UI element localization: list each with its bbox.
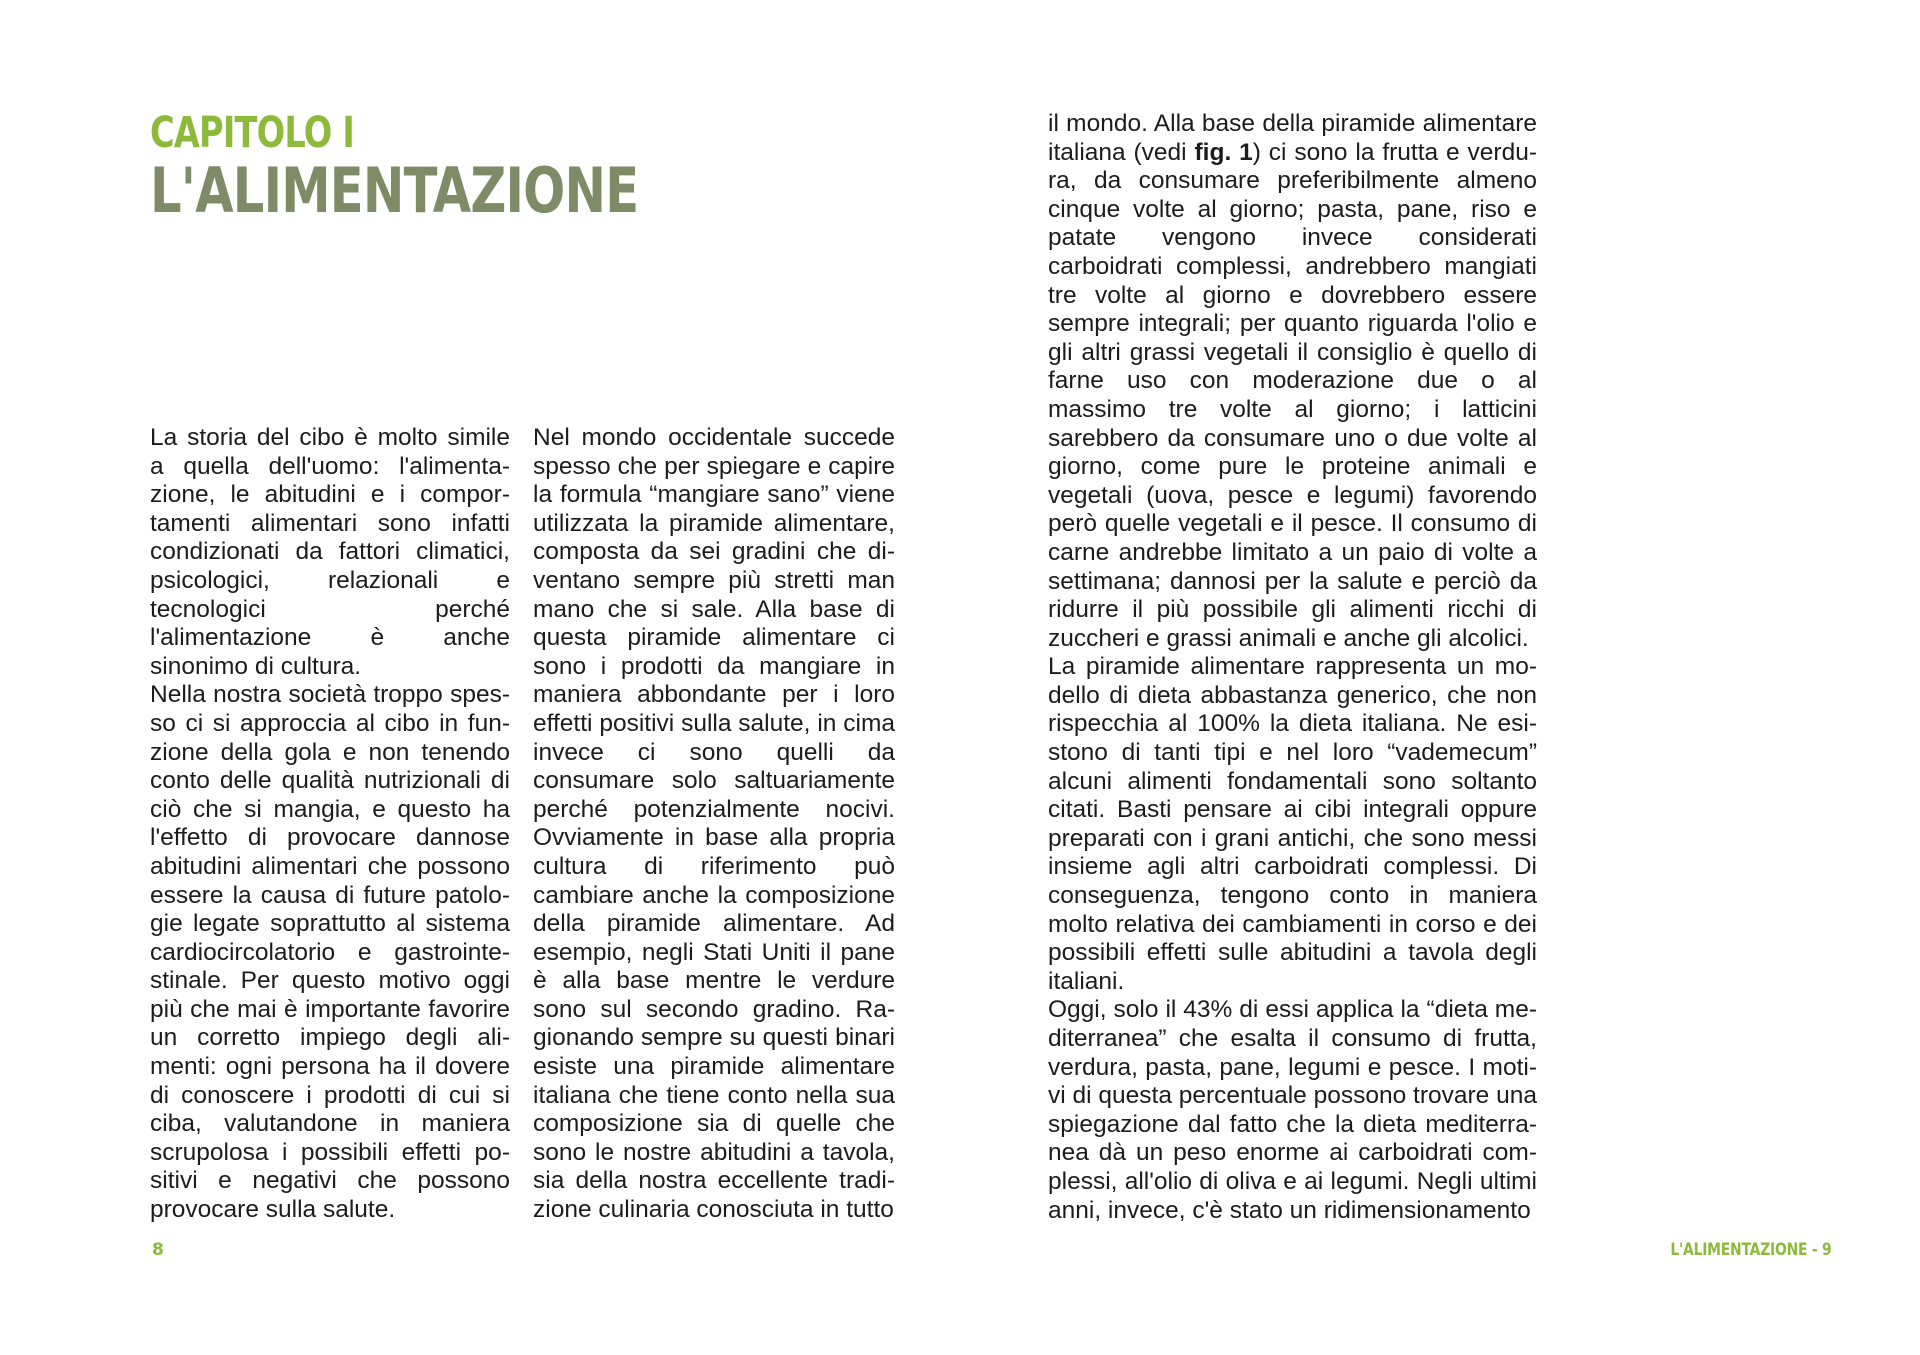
text-column-1 — [150, 424, 510, 1225]
text-column-2 — [533, 424, 895, 1225]
paragraph: La storia del cibo è molto simile a quella dell'uomo: l'alimentazione, le abitudini e i comportamenti alimentari sono infatti condizionati da fattori climatici, psicologici, relazionali e tecnologici perché l'alimentazione è anche sinonimo di cultura. — [150, 424, 510, 680]
paragraph — [1048, 110, 1537, 653]
paragraph: La piramide alimentare rappresenta un modello di dieta abbastanza generico, che non rispecchia al 100% la dieta italiana. Ne esistono di tanti tipi e nel loro “vademecum” alcuni alimenti fondamentali sono soltanto citati. Basti pensare ai cibi integrali oppure preparati con i grani antichi, che sono messi insieme agli altri carboidrati complessi. Di conseguenza, tengono conto in maniera molto relativa dei cambiamenti in corso e dei possibili effetti sulle abitudini a tavola degli italiani. — [1048, 653, 1537, 995]
paragraph: Oggi, solo il 43% di essi applica la “dieta mediterranea” che esalta il consumo di frutta, verdura, pasta, pane, legumi e pesce. I motivi di questa percentuale possono trovare una spiegazione dal fatto che la dieta mediterranea dà un peso enorme ai carboidrati complessi, all'olio di oliva e ai legumi. Negli ultimi anni, invece, c'è stato un ridimensionamento — [1048, 996, 1537, 1224]
page-number-left: 8 — [152, 1240, 164, 1260]
chapter-label: CAPITOLO I — [150, 108, 355, 158]
chapter-title: L'ALIMENTAZIONE — [150, 154, 639, 227]
paragraph: Nella nostra società troppo spesso ci si approccia al cibo in funzione della gola e non tenendo conto delle qualità nutrizionali di ciò che si mangia, e questo ha l'effetto di provocare dannose abitudini alimentari che possono essere la causa di future patologie legate soprattutto al sistema cardiocircolatorio e gastrointestinale. Per questo motivo oggi più che mai è importante favorire un corretto impiego degli alimenti: ogni persona ha il dovere di conoscere i prodotti di cui si ciba, valutandone in maniera scrupolosa i possibili effetti positivi e negativi che possono provocare sulla salute. — [150, 681, 510, 1224]
running-footer-right: L'ALIMENTAZIONE - 9 — [1670, 1240, 1832, 1260]
figure-reference: fig. 1 — [1194, 138, 1253, 166]
paragraph: Nel mondo occidentale succede spesso che per spiegare e capire la formula “mangiare sano” viene utilizzata la piramide alimentare, composta da sei gradini che diventano sempre più stretti man mano che si sale. Alla base di questa piramide alimentare ci sono i prodotti da mangiare in maniera abbondante per i loro effetti positivi sulla salute, in cima invece ci sono quelli da consumare solo saltuariamente perché potenzialmente nocivi. Ovviamente in base alla propria cultura di riferimento può cambiare anche la composizione della piramide alimentare. Ad esempio, negli Stati Uniti il pane è alla base mentre le verdure sono sul secondo gradino. Ragionando sempre su questi binari esiste una piramide alimentare italiana che tiene conto nella sua composizione sia di quelle che sono le nostre abitudini a tavola, sia della nostra eccellente tradizione culinaria conosciuta in tutto — [533, 424, 895, 1224]
paragraph-text: ) ci sono la frutta e verdura, da consumare preferibilmente almeno cinque volte al giorno; pasta, pane, riso e patate vengono invece considerati carboidrati complessi, andrebbero mangiati tre volte al giorno e dovrebbero essere sempre integrali; per quanto riguarda l'olio e gli altri grassi vegetali il consiglio è quello di farne uso con moderazione due o al massimo tre volte al giorno; i latticini sarebbero da consumare uno o due volte al giorno, come pure le proteine animali e vegetali (uova, pesce e legumi) favorendo però quelle vegetali e il pesce. Il consumo di carne andrebbe limitato a un paio di volte a settimana; dannosi per la salute e perciò da ridurre il più possibile gli alimenti ricchi di zuccheri e grassi animali e anche gli alcolici. — [1048, 138, 1538, 652]
paragraph-text: il mondo. Alla base della piramide alimentare italiana (vedi — [1048, 110, 1537, 166]
right-page — [960, 0, 1920, 1355]
text-column-3 — [1048, 110, 1537, 1225]
